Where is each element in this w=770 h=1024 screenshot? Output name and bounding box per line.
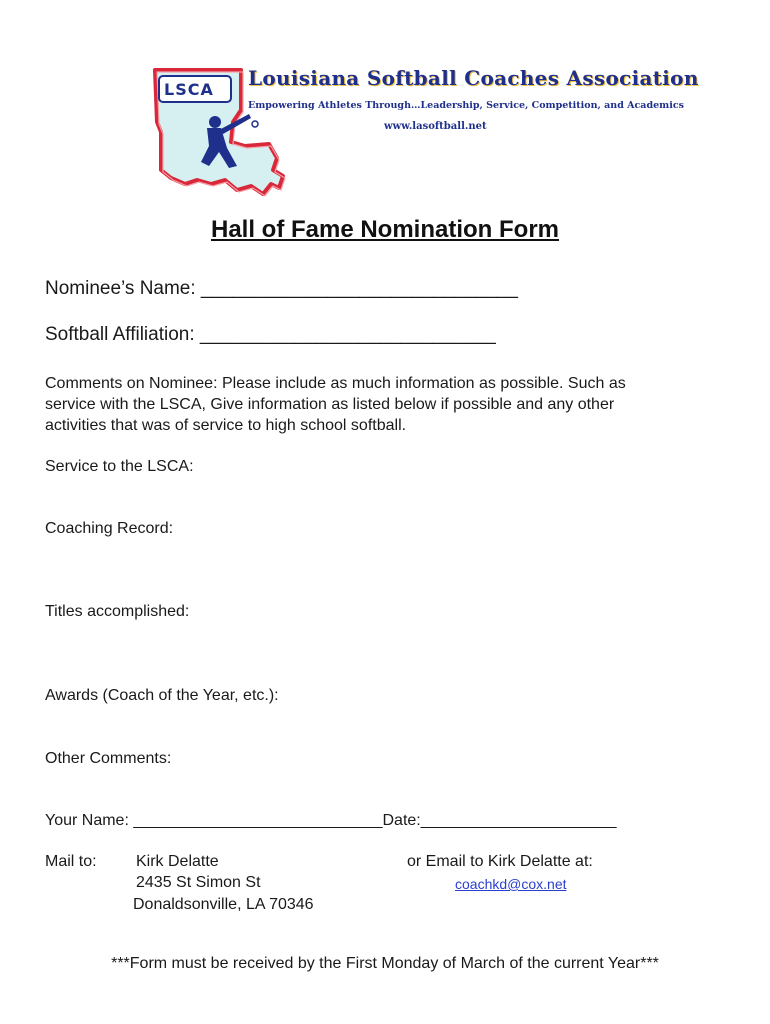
- email-link[interactable]: coachkd@cox.net: [455, 876, 567, 892]
- org-website: www.lasoftball.net: [384, 121, 487, 132]
- mail-street: 2435 St Simon St: [136, 874, 261, 891]
- deadline-notice: ***Form must be received by the First Monday of March of the current Year***: [111, 955, 659, 972]
- titles-accomplished-label: Titles accomplished:: [45, 603, 190, 620]
- other-comments-label: Other Comments:: [45, 750, 172, 767]
- comments-instructions-line-2: service with the LSCA, Give information as listed below if possible and any other: [45, 396, 615, 413]
- awards-label: Awards (Coach of the Year, etc.):: [45, 687, 279, 704]
- email-label: or Email to Kirk Delatte at:: [407, 853, 593, 870]
- mail-city: Donaldsonville, LA 70346: [133, 896, 314, 913]
- logo-initials: LSCA: [164, 80, 214, 99]
- softball-affiliation-field[interactable]: Softball Affiliation: ____________________________: [45, 324, 496, 345]
- org-tagline: Empowering Athletes Through…Leadership, Service, Competition, and Academics: [248, 100, 684, 111]
- form-title: Hall of Fame Nomination Form: [210, 216, 560, 243]
- org-name: Louisiana Softball Coaches Association: [248, 66, 699, 90]
- mail-to-label: Mail to:: [45, 853, 97, 870]
- coaching-record-label: Coaching Record:: [45, 520, 174, 537]
- nominee-name-field[interactable]: Nominee’s Name: ______________________________: [45, 278, 518, 299]
- comments-instructions-line-3: activities that was of service to high school softball.: [45, 417, 407, 434]
- comments-instructions-line-1: Comments on Nominee: Please include as much information as possible. Such as: [45, 375, 626, 392]
- service-to-lsca-label: Service to the LSCA:: [45, 458, 194, 475]
- mail-recipient-name: Kirk Delatte: [136, 853, 219, 870]
- your-name-date-field[interactable]: Your Name: ____________________________Date:______________________: [45, 812, 617, 829]
